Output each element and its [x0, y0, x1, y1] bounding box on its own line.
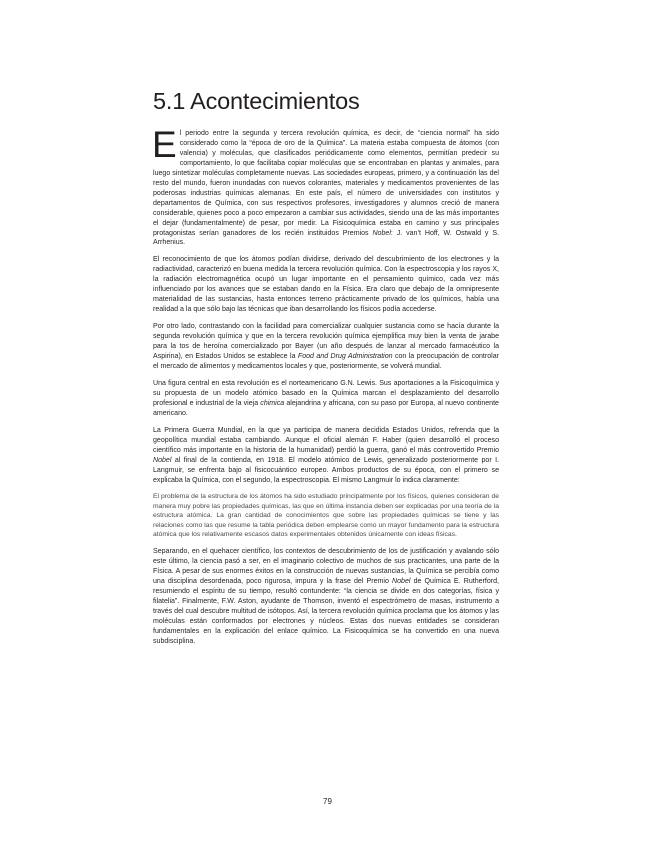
paragraph-6-text-end: de Química E. Rutherford, resumiendo el espíritu de su tiempo, resultó contundente: “la ciencia se divide en dos categorías, física y filatelia”. Finalmente, F.W. Aston, ayudante de Thomson, inventó el espectrómetro de masas, instrumento a través del cual descubre multitud de isótopos. Así, la tercera revolución química proclama que los átomos y las moléculas están conformados por electrones y núcleos. Estas dos nuevas entidades se consideran fundamentales en la explicación del enlace químico. La Fisicoquímica se ha convertido en una nueva subdisciplina. [153, 577, 499, 645]
paragraph-5 [153, 426, 499, 486]
section-title: 5.1 Acontecimientos [153, 88, 360, 114]
paragraph-1-text-end: : J. van’t Hoff, W. Ostwald y S. Arrhenius. [153, 229, 499, 247]
paragraph-5-text: La Primera Guerra Mundial, en la que ya participa de manera decidida Estados Unidos, refrenda que la geopolítica mundial estaba cambiando. Aunque el oficial alemán F. Haber (quien desarrolló el proceso científico más importante en la historia de la humanidad) perdió la guerra, ganó el más controvertido Premio [153, 426, 499, 454]
italic-nobel: Nobel [392, 577, 411, 585]
block-quote: El problema de la estructura de los átomos ha sido estudiado principalmente por los físicos, quienes consideran de manera muy pobre las propiedades químicas, las que en última instancia deben ser explicadas por una teoría de la estructura atómica. La gran cantidad de conocimientos que sobre las propiedades químicas se tiene y las relaciones como las que resume la tabla periódica deben emplearse como un mayor fundamento para la estructura atómica que los relativamente escasos datos experimentales obtenidos únicamente con ideas físicas. [153, 493, 499, 539]
paragraph-2: El reconocimiento de que los átomos podían dividirse, derivado del descubrimiento de los electrones y la radiactividad, caracterizó en buena medida la tercera revolución química. Con la espectroscopia y los rayos X, la radiación electromagnética ocupó un lugar importante en el pensamiento químico, cada vez más influenciado por los avances que se estaban dando en la Física. Era claro que debajo de la omnipresente materialidad de las sustancias, hasta entonces terreno prácticamente privado de los químicos, había una realidad a la que sólo bajo las técnicas que iban desarrollando los físicos podía accederse. [153, 256, 499, 314]
paragraph-3 [153, 322, 499, 372]
paragraph-6-text: Separando, en el quehacer científico, los contextos de descubrimiento de los de justificación y avalando sólo este último, la ciencia pasó a ser, en el imaginario colectivo de muchos de sus practicantes, una parte de la Física. A pesar de sus enormes éxitos en la construcción de nuevas sustancias, la Química se percibía como una disciplina desordenada, poco rigurosa, impura y la frase del Premio [153, 547, 499, 585]
page-number: 79 [323, 797, 332, 806]
body-text [152, 124, 499, 653]
italic-chimica: chimica [260, 399, 285, 407]
italic-nobel: Nobel [372, 229, 391, 237]
italic-nobel: Nobel [153, 456, 172, 464]
paragraph-1-text: l periodo entre la segunda y tercera revolución química, es decir, de “ciencia normal” ha sido considerado como la “época de oro de la Química”. La materia estaba compuesta de átomos (con valencia) y moléculas, que clasificados periódicamente como elementos, permitían predecir su comportamiento, lo que facilitaba copiar moléculas que se encontraban en plantas y animales, para luego sintetizar moléculas completamente nuevas. Las sociedades europeas, primero, y a continuación las del resto del mundo, fueron inundadas con nuevos colorantes, materiales y medicamentos provenientes de las poderosas industrias químicas alemanas. En este país, el número de universidades con institutos y departamentos de Química, con sus respectivos profesores, investigadores y alumnos creció de manera considerable, quienes poco a poco empezaron a cambiar sus actividades, siendo una de las más importantes el dejar (fundamentalmente) de pesar, por medir. La Fisicoquímica estaba en camino y sus principales protagonistas serían ganadores de los recién instituidos Premios [153, 130, 499, 237]
drop-cap: E [152, 124, 177, 165]
paragraph-4 [153, 379, 499, 419]
paragraph-4-text-end: alejandrina y africana, con su paso por Europa, al nuevo continente americano. [153, 399, 499, 417]
paragraph-4-text: Una figura central en esta revolución es el norteamericano G.N. Lewis. Sus aportaciones a la Fisicoquímica y su propuesta de un modelo atómico basado en la Química marcan el desplazamiento del desarrollo profesional e industrial de la vieja [153, 379, 499, 407]
paragraph-6 [153, 547, 499, 647]
paragraph-1 [152, 124, 499, 248]
paragraph-3-text: Por otro lado, contrastando con la facilidad para comercializar cualquier sustancia como se hacía durante la segunda revolución química y que en la tercera revolución química ejemplifica muy bien la venta de jarabe para la tos de heroína comercializado por Bayer (un año después de lanzar al mercado farmacéutico la Aspirina), en Estados Unidos se establece la [153, 323, 499, 361]
italic-agency-name: Food and Drug Administration [297, 353, 393, 361]
paragraph-5-text-end: al final de la contienda, en 1918. El modelo atómico de Lewis, generalizado posteriormente por I. Langmuir, se enfrenta bajo al fisicocuántico europeo. Ambos productos de su época, con el primero se explicaba la Química, con el segundo, la espectroscopia. El mismo Langmuir lo indica claramente: [153, 456, 499, 484]
paragraph-3-text-end: con la preocupación de controlar el mercado de alimentos y medicamentos locales y que, posteriormente, se volverá mundial. [153, 353, 499, 370]
